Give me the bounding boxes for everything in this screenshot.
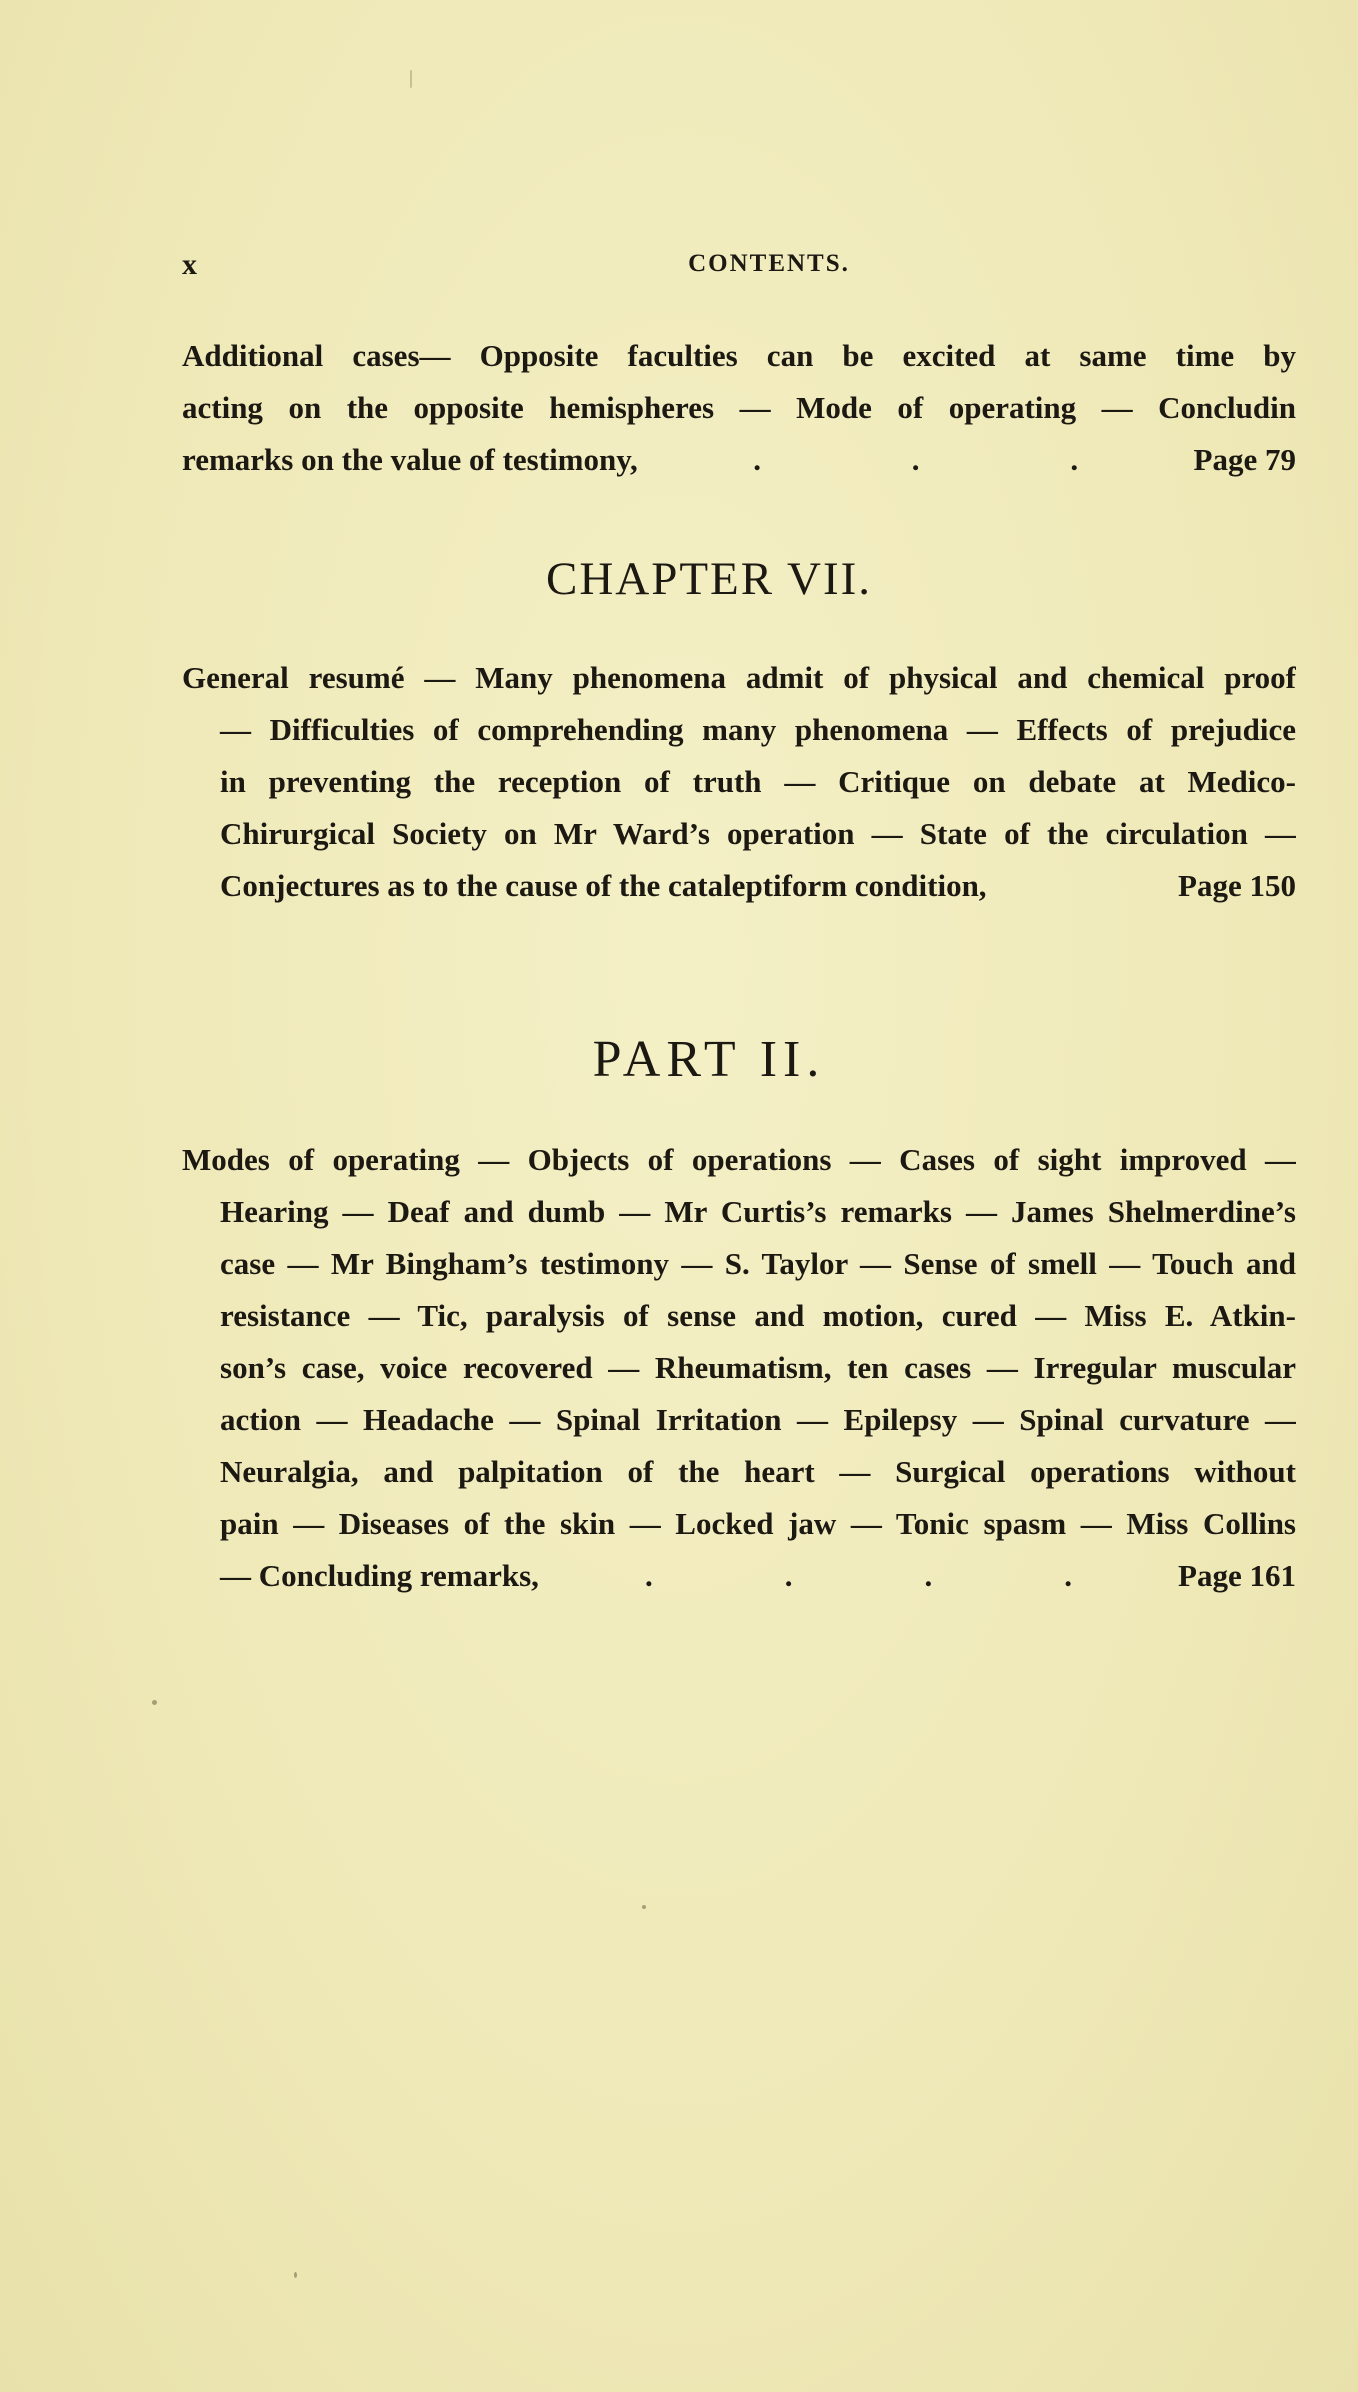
entry-line: Chirurgical Society on Mr Ward’s operation — State of the circulation — bbox=[220, 816, 1296, 851]
entry-line: in preventing the reception of truth — Critique on debate at Medico- bbox=[220, 764, 1296, 799]
leader-dot: . bbox=[784, 1558, 793, 1593]
paper-speck bbox=[642, 1905, 646, 1909]
entry-last-text: remarks on the value of testimony, bbox=[182, 442, 638, 477]
entry-line: Hearing — Deaf and dumb — Mr Curtis’s remarks — James Shelmerdine’s bbox=[220, 1194, 1296, 1229]
folio-number: x bbox=[182, 248, 198, 281]
paper-speck bbox=[410, 70, 412, 88]
entry-last-text: — Concluding remarks, bbox=[220, 1558, 539, 1593]
chapter-heading: CHAPTER VII. bbox=[545, 553, 873, 605]
entry-line: Additional cases— Opposite faculties can be excited at same time by bbox=[182, 338, 1296, 373]
leader-dot: . bbox=[753, 442, 761, 477]
dot-leader bbox=[638, 434, 1194, 486]
leader-dot: . bbox=[644, 1558, 653, 1593]
leader-dot: . bbox=[911, 442, 920, 477]
entry-line: resistance — Tic, paralysis of sense and motion, cured — Miss E. Atkin- bbox=[220, 1298, 1296, 1333]
entry-last-line bbox=[182, 1550, 1296, 1602]
entry-line: Neuralgia, and palpitation of the heart — Surgical operations without bbox=[220, 1454, 1296, 1489]
leader-dot: . bbox=[1064, 1558, 1072, 1593]
contents-entry-chapter-6-tail bbox=[182, 330, 1296, 486]
entry-line: General resumé — Many phenomena admit of physical and chemical proof bbox=[182, 660, 1296, 695]
entry-line: action — Headache — Spinal Irritation — Epilepsy — Spinal curvature — bbox=[220, 1402, 1296, 1437]
entry-last-text: Conjectures as to the cause of the cataleptiform condition, bbox=[220, 868, 987, 903]
dot-leader bbox=[539, 1550, 1178, 1602]
leader-dot: . bbox=[1070, 442, 1079, 477]
entry-line: — Difficulties of comprehending many phenomena — Effects of prejudice bbox=[220, 712, 1296, 747]
contents-entry-chapter-7 bbox=[182, 652, 1296, 912]
page-reference: Page 150 bbox=[1178, 868, 1296, 903]
leader-dot: . bbox=[924, 1558, 933, 1593]
entry-line: acting on the opposite hemispheres — Mode of operating — Concludin bbox=[182, 390, 1296, 425]
entry-last-line bbox=[182, 434, 1296, 486]
running-title: CONTENTS. bbox=[688, 250, 850, 277]
entry-line: Modes of operating — Objects of operations — Cases of sight improved — bbox=[182, 1142, 1296, 1177]
entry-line: son’s case, voice recovered — Rheumatism, ten cases — Irregular muscular bbox=[220, 1350, 1296, 1385]
entry-line: pain — Diseases of the skin — Locked jaw — Tonic spasm — Miss Collins bbox=[220, 1506, 1296, 1541]
entry-line: case — Mr Bingham’s testimony — S. Taylor — Sense of smell — Touch and bbox=[220, 1246, 1296, 1281]
contents-entry-part-2 bbox=[182, 1134, 1296, 1602]
entry-last-line bbox=[182, 860, 1296, 912]
page-reference: Page 79 bbox=[1193, 442, 1296, 477]
part-heading: PART II. bbox=[592, 1031, 826, 1088]
page-reference: Page 161 bbox=[1178, 1558, 1296, 1593]
paper-speck bbox=[152, 1700, 157, 1705]
running-head bbox=[182, 248, 1296, 288]
paper-speck bbox=[294, 2272, 297, 2278]
